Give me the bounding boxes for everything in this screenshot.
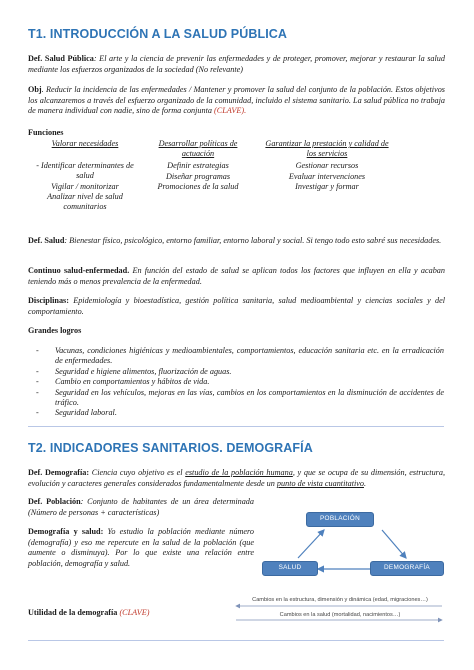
salud-node: SALUD	[262, 561, 318, 576]
arrow-top-text: Cambios en la estructura, dimensión y dinámica (edad, migraciones…)	[252, 597, 428, 603]
disciplinas-label: Disciplinas:	[28, 296, 69, 305]
def-demografia-label: Def. Demografía:	[28, 468, 90, 477]
grandes-logros-heading: Grandes logros	[28, 326, 82, 335]
disciplinas	[28, 296, 445, 317]
objetivo-paragraph	[28, 85, 445, 117]
demo-salud-text: Yo estudio la población mediante número (demografía) y eso me repercute en la salud de la población (que aumente o disminuya). Por lo que existe una relación entre población, demografía y salud.	[28, 527, 254, 568]
section-divider	[28, 640, 444, 641]
list-item: - Seguridad en los vehículos, mejoras en las vías, cambios en los comportamientos en la disminución de accidentes de tráfico.	[36, 388, 444, 409]
section-title-t2: T2. INDICADORES SANITARIOS. DEMOGRAFÍA	[28, 441, 313, 455]
arrow-poblacion-to-demografia	[382, 530, 406, 558]
funcion-items: Definir estrategias Diseñar programas Promociones de la salud	[157, 161, 239, 191]
funcion-header: Garantizar la prestación y calidad de los servicios	[265, 139, 389, 159]
demo-salud-label: Demografía y salud:	[28, 527, 104, 536]
demografia-node: DEMOGRAFÍA	[370, 561, 444, 576]
def-demografia-text: , y que se ocupa de su dimensión, estructura, evolución y caracteres generales considerados fundamentalmente desde un	[28, 468, 445, 488]
funcion-items: Gestionar recursos Evaluar intervenciones Investigar y formar	[288, 161, 366, 191]
def-salud-publica-text: : El arte y la ciencia de prevenir las enfermedades y de proteger, promover, mejorar y restaurar la salud mediante los esfuerzos organizados de la sociedad (No relevante)	[28, 54, 445, 74]
def-poblacion	[28, 497, 254, 518]
arrow-bottom-text: Cambios en la salud (mortalidad, nacimientos…)	[279, 612, 401, 618]
def-demografia-underlined: estudio de la población humana	[185, 468, 293, 477]
def-salud-publica	[28, 54, 445, 75]
arrow-salud-to-poblacion	[298, 530, 324, 558]
funcion-col-1	[30, 139, 140, 212]
continuo-label: Continuo salud-enfermedad.	[28, 266, 130, 275]
demografia-y-salud	[28, 527, 254, 569]
utilidad-clave: (CLAVE)	[119, 608, 150, 617]
funciones-heading: Funciones	[28, 128, 64, 137]
section-divider	[28, 426, 444, 427]
def-demografia-underlined: punto de vista cuantitativo	[276, 478, 364, 488]
def-demografia	[28, 468, 445, 489]
funcion-col-2	[150, 139, 246, 192]
def-poblacion-label: Def. Población	[28, 497, 81, 506]
grandes-logros-list	[36, 346, 444, 419]
list-item: - Seguridad laboral.	[36, 408, 444, 418]
continuo-text: En función del estado de salud se aplican todos los factores que influyen en ella y acaban teniendo más o menos prevalencia de la enfermedad.	[28, 266, 445, 286]
obj-label: Obj	[28, 85, 42, 94]
funcion-header: Desarrollar políticas de actuación	[158, 139, 238, 159]
funcion-items: - Identificar determinantes de salud Vigilar / monitorizar Analizar nivel de salud comunitarios	[36, 161, 134, 212]
obj-text: . Reducir la incidencia de las enfermedades / Mantener y promover la salud del conjunto de la población. Estos objetivos los alcanzaremos a través del esfuerzo organizado de la comunidad, incluido el sistema sanitario. La salud pública no trabaja de manera individual con nadie, sino de forma conjunta	[28, 85, 445, 116]
utilidad-label: Utilidad de la demografía	[28, 608, 118, 617]
def-salud-text: : Bienestar físico, psicológico, entorno familiar, entorno laboral y social. Si tengo todo esto sabré sus necesidades.	[64, 236, 442, 245]
def-salud	[28, 236, 445, 247]
continuo-salud-enfermedad	[28, 266, 445, 287]
obj-clave: (CLAVE).	[214, 106, 247, 116]
def-salud-label: Def. Salud	[28, 236, 65, 245]
def-demografia-text: .	[364, 478, 367, 488]
def-demografia-text: Ciencia cuyo objetivo es el	[89, 468, 186, 477]
def-salud-publica-label: Def. Salud Pública	[28, 54, 94, 63]
section-title-t1: T1. INTRODUCCIÓN A LA SALUD PÚBLICA	[28, 27, 288, 41]
utilidad-demografia	[28, 608, 150, 619]
funcion-col-3	[262, 139, 392, 192]
list-item: - Seguridad e higiene alimentos, fluorización de aguas.	[36, 367, 444, 377]
list-item: - Cambio en comportamientos y hábitos de vida.	[36, 377, 444, 387]
list-item: - Vacunas, condiciones higiénicas y medioambientales, comportamientos, educación sanitaria etc. en la erradicación de enfermedades.	[36, 346, 444, 367]
funcion-header: Valorar necesidades	[51, 139, 119, 148]
poblacion-node: POBLACIÓN	[306, 512, 374, 527]
disciplinas-text: Epidemiología y bioestadística, gestión política sanitaria, salud medioambiental y ciencias sociales y del comportamiento.	[28, 296, 445, 316]
def-poblacion-text: : Conjunto de habitantes de un área determinada (Número de personas + características)	[28, 497, 254, 517]
